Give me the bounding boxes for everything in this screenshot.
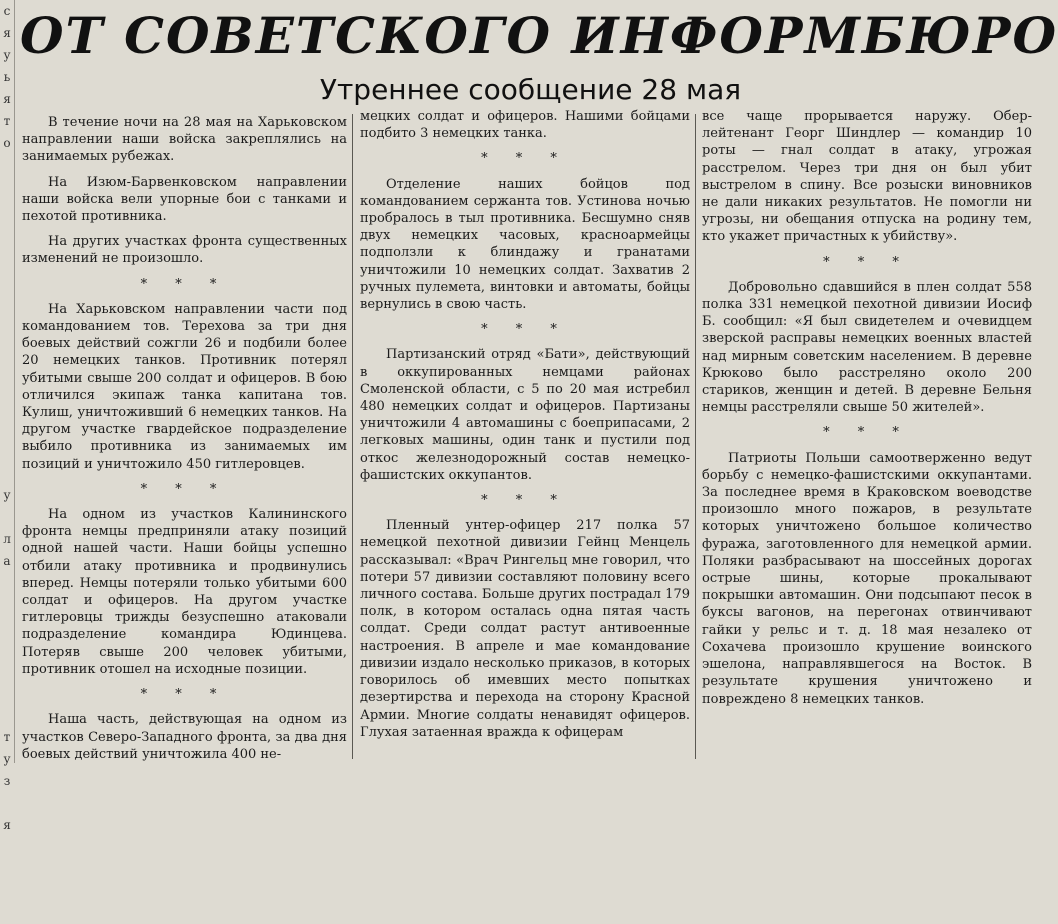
headline: ОТ СОВЕТСКОГО ИНФОРМБЮРО <box>20 6 1058 65</box>
margin-letter <box>0 396 14 418</box>
margin-letter: у <box>3 488 11 502</box>
margin-letter <box>0 264 14 286</box>
margin-letter <box>0 374 14 396</box>
margin-letter <box>0 572 14 594</box>
margin-letter: л <box>3 532 11 546</box>
news-paragraph: мецких солдат и офицеров. Нашими бойцами подбито 3 немецких танка. <box>360 109 690 142</box>
news-paragraph: Пленный унтер-офицер 217 полка 57 немецкой пехотной дивизии Гейнц Менцель рассказывал: «Врач Рингельц мне говорил, что потери 57 дивизии составляют половину всего личного состава. Больше других пострадал 179 полк, в котором осталась одна пятая часть солдат. Среди солдат растут антивоенные настроения. В апреле и мае командование дивизии издало несколько приказов, в которых говорилось об имевших место попытках дезертирства и перехода на сторону Красной Армии. Многие солдаты ненавидят офицеров. Глухая затаенная вражда к офицерам <box>360 518 690 740</box>
news-paragraph: На других участках фронта существенных изменений не произошло. <box>22 234 347 267</box>
news-paragraph: Добровольно сдавшийся в плен солдат 558 полка 331 немецкой пехотной дивизии Иосиф Б. сообщил: «Я был свидетелем и очевидцем зверской расправы немецких военных властей над мирным советским населением. В деревне Крюково было расстреляно около 200 стариков, женщин и детей. В деревне Бельня немцы расстреляли свыше 50 жителей». <box>702 279 1032 416</box>
margin-letter: а <box>3 554 11 568</box>
margin-letter: я <box>3 818 11 832</box>
column-rule <box>695 114 696 759</box>
margin-letter <box>0 308 14 330</box>
news-paragraph: Наша часть, действующая на одном из участков Северо-Западного фронта, за два дня боевых действий уничтожила 400 не- <box>22 712 347 762</box>
margin-letter <box>0 880 14 902</box>
section-separator: * * * <box>481 322 569 338</box>
margin-letter <box>0 462 14 484</box>
margin-letter: з <box>3 774 11 788</box>
margin-letter: у <box>3 48 11 62</box>
margin-letter <box>0 792 14 814</box>
section-separator: * * * <box>140 687 229 703</box>
margin-letter <box>0 286 14 308</box>
article-column-1 <box>22 114 347 762</box>
margin-letter <box>0 902 14 924</box>
news-paragraph: Патриоты Польши самоотверженно ведут борьбу с немецко-фашистскими оккупантами. За последнее время в Краковском воеводстве произошло много пожаров, в результате которых уничтожено большое количество фуража, заготовленного для немецкой армии. Поляки разбрасывают на шоссейных дорогах острые шины, которые прокалывают покрышки автомашин. Они подсыпают песок в буксы вагонов, на перегонах отвинчивают гайки у рельс и т. д. 18 мая незалеко от Сохачева произошло крушение воинского эшелона, направлявшегося на Восток. В результате крушения уничтожено и повреждено 8 немецких танков. <box>702 450 1032 707</box>
margin-letter: т <box>3 114 11 128</box>
margin-letter <box>0 330 14 352</box>
margin-letter <box>0 660 14 682</box>
news-paragraph: На Изюм-Барвенковском направлении наши войска вели упорные бои с танками и пехотой противника. <box>22 174 347 225</box>
news-paragraph: На Харьковском направлении части под командованием тов. Терехова за три дня боевых действий сожгли 26 и подбили более 20 немецких танков. Противник потерял убитыми свыше 200 солдат и офицеров. В бою отличился экипаж танка капитана тов. Кулиш, уничтоживший 6 немецких танков. На другом участке гвардейское подразделение выбило противника из занимаемых им позиций и уничтожило 450 гитлеровцев. <box>22 301 347 472</box>
margin-letter <box>0 616 14 638</box>
margin-letter <box>0 594 14 616</box>
margin-letter <box>0 506 14 528</box>
margin-letter: у <box>3 752 11 766</box>
section-separator: * * * <box>481 151 569 167</box>
margin-letter <box>0 858 14 880</box>
subheadline: Утреннее сообщение 28 мая <box>319 73 742 106</box>
section-separator: * * * <box>823 254 911 270</box>
margin-letter: с <box>3 4 11 18</box>
news-paragraph: На одном из участков Калининского фронта немцы предприняли атаку позиций одной нашей части. Наши бойцы успешно отбили атаку противника и продвинулись вперед. Немцы потеряли только убитыми 600 солдат и офицеров. На другом участке гитлеровцы трижды безуспешно атаковали подразделение командира Юдинцева. Потеряв свыше 200 человек убитыми, противник отошел на исходные позиции. <box>22 507 347 677</box>
section-separator: * * * <box>140 481 229 497</box>
margin-letter: т <box>3 730 11 744</box>
margin-letter <box>0 154 14 176</box>
margin-letter <box>0 682 14 704</box>
margin-letter <box>0 704 14 726</box>
article-column-2 <box>360 109 690 759</box>
margin-letter: о <box>3 136 11 150</box>
news-paragraph: В течение ночи на 28 мая на Харьковском направлении наши войска закреплялись на занимаемых рубежах. <box>22 115 347 165</box>
margin-letter <box>0 440 14 462</box>
margin-letter <box>0 176 14 198</box>
news-paragraph: Отделение наших бойцов под командованием сержанта тов. Устинова ночью пробралось в тыл противника. Бесшумно сняв двух немецких часовых, красноармейцы подползли к блиндажу и гранатами уничтожили 10 немецких солдат. Захватив 2 ручных пулемета, винтовки и автоматы, бойцы вернулись в свою часть. <box>360 176 690 313</box>
section-separator: * * * <box>823 425 911 441</box>
news-paragraph: все чаще прорывается наружу. Обер-лейтенант Георг Шиндлер — командир 10 роты — гнал солдат в атаку, угрожая расстрелом. Через три дня он был убит выстрелом в спину. Все розыски виновников не дали никаких результатов. Не помогли ни угрозы, ни обещания отпуска на родину тем, кто укажет причастных к убийству». <box>702 109 1032 245</box>
article-column-3 <box>702 109 1032 759</box>
margin-letter <box>0 220 14 242</box>
margin-letter: я <box>3 26 11 40</box>
margin-letter <box>0 638 14 660</box>
section-separator: * * * <box>481 493 569 509</box>
margin-letter <box>0 242 14 264</box>
adjacent-column-fragment <box>0 0 15 832</box>
column-rule <box>352 114 353 759</box>
news-paragraph: Партизанский отряд «Бати», действующий в оккупированных немцами районах Смоленской области, с 5 по 20 мая истребил 480 немецких солдат и офицеров. Партизаны уничтожили 4 автомашины с боеприпасами, 2 легковых машины, один танк и пустили под откос железнодорожный состав немецко-фашистских оккупантов. <box>360 347 690 483</box>
margin-letter <box>0 418 14 440</box>
margin-letter <box>0 198 14 220</box>
margin-letter: ь <box>3 70 11 84</box>
margin-letter: я <box>3 92 11 106</box>
margin-letter <box>0 352 14 374</box>
section-separator: * * * <box>140 276 229 292</box>
margin-letter <box>0 836 14 858</box>
